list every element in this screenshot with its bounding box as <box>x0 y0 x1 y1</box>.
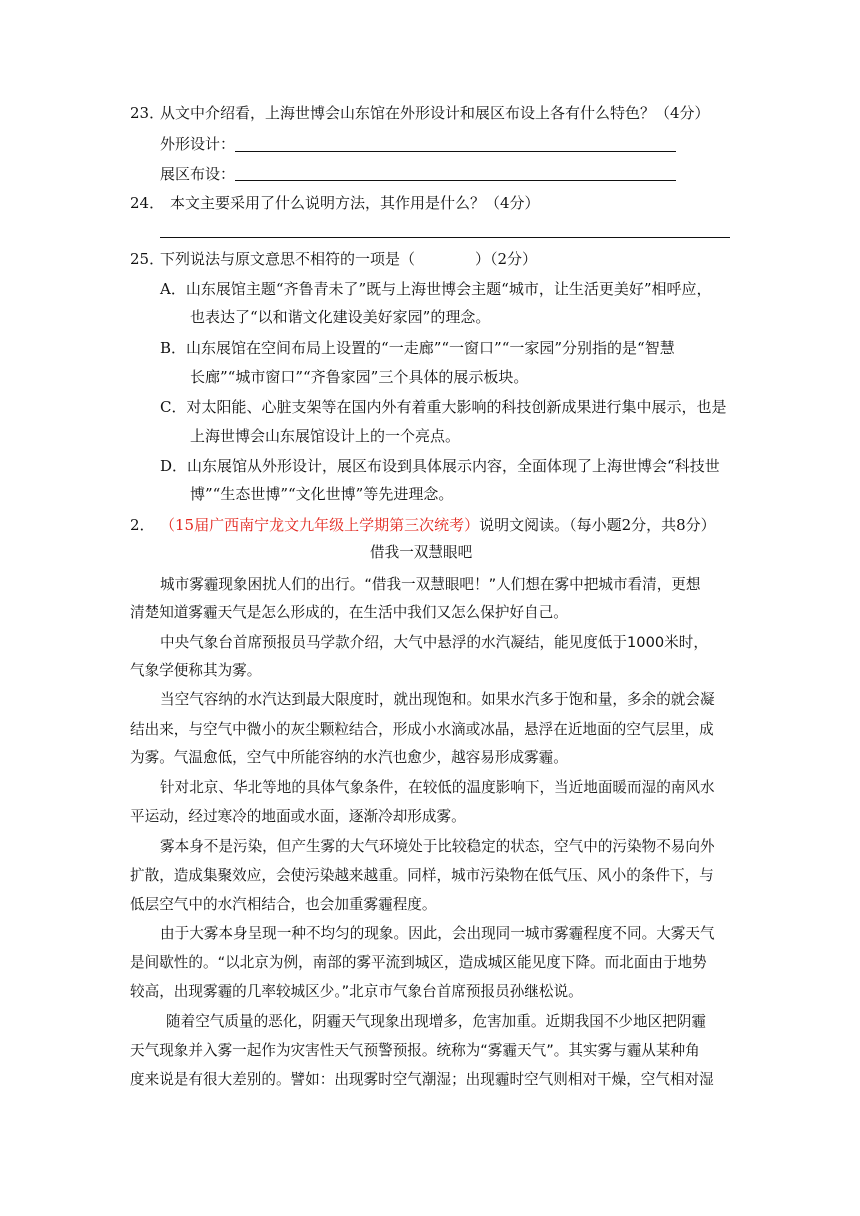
article-line: 气象学便称其为雾。 <box>130 662 262 679</box>
q25-option-c-line2: 上海世博会山东展馆设计上的一个亮点。 <box>190 427 461 445</box>
q25-option-c-line1[interactable]: C．对太阳能、心脏支架等在国内外有着重大影响的科技创新成果进行集中展示，也是 <box>160 398 727 416</box>
article-line: 度来说是有很大差别的。譬如：出现雾时空气潮湿；出现霾时空气则相对干燥，空气相对湿 <box>130 1071 714 1088</box>
article-line: 雾本身不是污染，但产生雾的大气环境处于比较稳定的状态，空气中的污染物不易向外 <box>160 838 715 855</box>
article-line: 平运动，经过寒冷的地面或水面，逐渐冷却形成雾。 <box>130 808 466 825</box>
q24-number: 24． <box>130 194 165 212</box>
q25-option-d-line2: 博”“生态世博”“文化世博”等先进理念。 <box>190 485 454 503</box>
article-line: 扩散，造成集聚效应，会使污染越来越重。同样，城市污染物在低气压、风小的条件下，与 <box>130 867 714 884</box>
article-line: 天气现象并入雾一起作为灾害性天气预警预报。统称为“雾霾天气”。其实雾与霾从某种角 <box>130 1042 700 1059</box>
q25-option-b-line2: 长廊”“城市窗口”“齐鲁家园”三个具体的展示板块。 <box>190 368 529 386</box>
article-line: 清楚知道雾霾天气是怎么形成的，在生活中我们又怎么保护好自己。 <box>130 604 568 621</box>
q23-design-label: 外形设计： <box>160 135 236 153</box>
q23-layout-label: 展区布设： <box>160 165 236 183</box>
q25-option-a-line2: 也表达了“以和谐文化建设美好家园”的理念。 <box>190 308 491 326</box>
article-line: 结出来，与空气中微小的灰尘颗粒结合，形成小水滴或冰晶，悬浮在近地面的空气层里，成 <box>130 721 714 738</box>
section2-instruction: 说明文阅读。（每小题2分，共8分） <box>479 516 716 534</box>
article-title: 借我一双慧眼吧 <box>370 544 473 561</box>
q25-option-b-line1[interactable]: B．山东展馆在空间布局上设置的“一走廊”“一窗口”“一家园”分别指的是“智慧 <box>160 339 675 357</box>
article-line: 由于大雾本身呈现一种不均匀的现象。因此，会出现同一城市雾霾程度不同。大雾天气 <box>160 925 715 942</box>
article-line: 针对北京、华北等地的具体气象条件，在较低的温度影响下，当近地面暖而湿的南风水 <box>160 779 715 796</box>
q25-number: 25． <box>130 250 165 268</box>
article-line: 为雾。气温愈低，空气中所能容纳的水汽也愈少，越容易形成雾霾。 <box>130 749 568 766</box>
q23-layout-answer-line[interactable] <box>235 180 676 181</box>
article-line: 较高，出现雾霾的几率较城区少。”北京市气象台首席预报员孙继松说。 <box>130 983 583 1000</box>
section2-number: 2． <box>130 516 155 534</box>
section2-source: （15届广西南宁龙文九年级上学期第三次统考） <box>160 516 480 534</box>
q24-question: 本文主要采用了什么说明方法，其作用是什么？（4分） <box>170 194 540 212</box>
q25-question: 下列说法与原文意思不相符的一项是（ ）（2分） <box>160 250 538 268</box>
article-line: 城市雾霾现象困扰人们的出行。“借我一双慧眼吧！”人们想在雾中把城市看清，更想 <box>160 576 701 593</box>
article-line: 随着空气质量的恶化，阴霾天气现象出现增多，危害加重。近期我国不少地区把阴霾 <box>166 1013 706 1030</box>
q25-option-d-line1[interactable]: D．山东展馆从外形设计，展区布设到具体展示内容，全面体现了上海世博会“科技世 <box>160 457 720 475</box>
article-line: 是间歇性的。“以北京为例，南部的雾平流到城区，造成城区能见度下降。而北面由于地势 <box>130 954 707 971</box>
q24-answer-line[interactable] <box>160 237 730 238</box>
article-line: 当空气容纳的水汽达到最大限度时，就出现饱和。如果水汽多于饱和量，多余的就会凝 <box>160 691 715 708</box>
q23-number: 23． <box>130 104 165 122</box>
article-line: 中央气象台首席预报员马学款介绍，大气中悬浮的水汽凝结，能见度低于1000米时， <box>160 634 708 651</box>
article-line: 低层空气中的水汽相结合，也会加重雾霾程度。 <box>130 896 437 913</box>
q23-design-answer-line[interactable] <box>235 151 676 152</box>
q25-option-a-line1[interactable]: A．山东展馆主题“齐鲁青未了”既与上海世博会主题“城市，让生活更美好”相呼应， <box>160 280 712 298</box>
q23-question: 从文中介绍看，上海世博会山东馆在外形设计和展区布设上各有什么特色？（4分） <box>160 104 710 122</box>
